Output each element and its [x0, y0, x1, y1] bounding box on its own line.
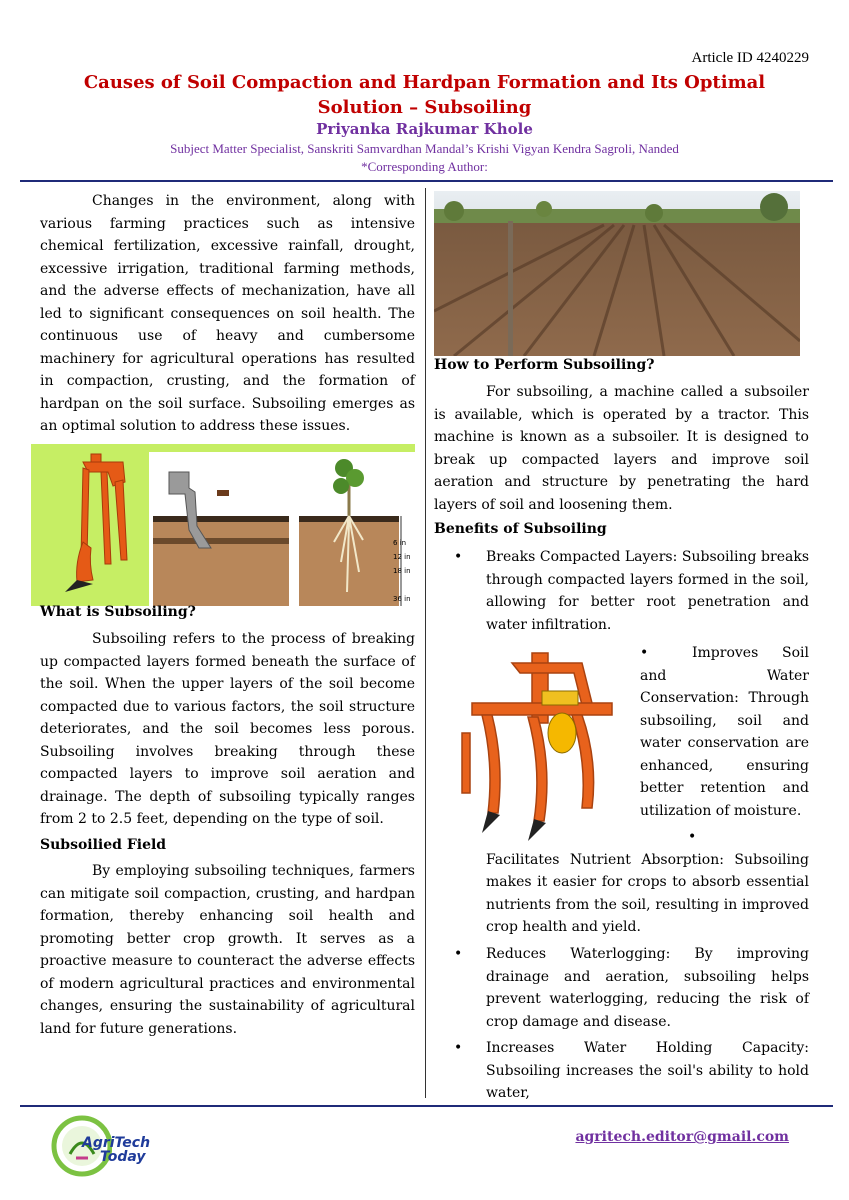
- tree-4: [760, 193, 788, 221]
- soil-block-left: [153, 516, 289, 606]
- pole: [508, 221, 513, 356]
- bullet-dot: •: [454, 1040, 463, 1056]
- bullet-reduces-waterlogging: [434, 943, 809, 1033]
- heading-how-to-perform: How to Perform Subsoiling?: [434, 357, 655, 373]
- footer-rule: [20, 1105, 833, 1107]
- bullet-dot: •: [454, 946, 463, 962]
- how-to-perform-paragraph: For subsoiling, a machine called a subsoiler is available, which is operated by a tractor. This machine is known as a subsoiler. It is designed to break up compacted layers and improve soil aeration and structure by penetrating the hard layers of soil and loosening them.: [434, 384, 809, 513]
- shank-blade-right: [115, 480, 127, 560]
- bullet-text: Breaks Compacted Layers: Subsoiling breaks through compacted layers formed in the soil, allowing for better root penetration and water infiltration.: [486, 549, 809, 633]
- hardpan-left: [153, 538, 289, 544]
- shank-point: [65, 580, 93, 592]
- plant-leaves-3: [333, 478, 349, 494]
- bullet-breaks-compacted: [434, 546, 809, 636]
- depth-label-18: 18 in: [393, 567, 411, 575]
- subsoiled-field-photo: [434, 191, 800, 356]
- header-rule: [20, 180, 833, 182]
- logo-text-today: Today: [100, 1149, 146, 1165]
- machine-tine-1: [482, 715, 500, 813]
- bullet-dot: •: [640, 645, 649, 661]
- shank-blade-middle: [101, 472, 111, 564]
- depth-label-36: 36 in: [393, 595, 411, 603]
- soil-clod: [217, 490, 229, 496]
- tilled-soil: [434, 223, 800, 356]
- subsoiler-shank-image: [53, 452, 148, 602]
- editor-email-link[interactable]: agritech.editor@gmail.com: [575, 1129, 789, 1145]
- column-divider: [425, 188, 426, 1098]
- bullet-water-holding: [434, 1037, 809, 1105]
- intro-paragraph: Changes in the environment, along with various farming practices such as intensive chemical fertilization, excessive rainfall, drought, excessive irrigation, traditional farming methods, and the adverse effects of mechanization, have all led to significant consequences on soil health. The continuous use of heavy and cumbersome machinery for agricultural operations has resulted in compaction, crusting, and the formation of hardpan on the soil surface. Subsoiling emerges as an optimal solution to address these issues.: [40, 193, 415, 434]
- bullet-text: Improves Soil and Water Conservation: Through subsoiling, soil and water conservation are enhanced, ensuring better retention and utilization of moisture.: [640, 645, 809, 819]
- soil-profile-svg: [149, 452, 415, 606]
- bullet-text: Increases Water Holding Capacity: Subsoiling increases the soil's ability to hold water,: [486, 1040, 809, 1101]
- tree-1: [444, 201, 464, 221]
- subsoiler-machine-image: [442, 643, 632, 843]
- what-is-subsoiling-paragraph: Subsoiling refers to the process of breaking up compacted layers formed beneath the surface of the soil. When the upper layers of the soil become compacted due to various factors, the soil structure deteriorates, and the soil becomes less porous. Subsoiling involves breaking through these compacted layers to improve soil aeration and drainage. The depth of subsoiling typically ranges from 2 to 2.5 feet, depending on the type of soil.: [40, 631, 415, 827]
- corresponding-author: *Corresponding Author:: [361, 159, 488, 174]
- bullet-text: Reduces Waterlogging: By improving drainage and aeration, subsoiling helps prevent waterlogging, reducing the risk of crop damage and disease.: [486, 946, 809, 1030]
- machine-hitch-pin: [542, 691, 578, 705]
- author-name: Priyanka Rajkumar Khole: [316, 120, 533, 138]
- subsoiled-field-paragraph: By employing subsoiling techniques, farmers can mitigate soil compaction, crusting, and hardpan formation, thereby enhancing soil health and promoting better crop growth. It serves as a proactive measure to counteract the adverse effects of modern agricultural practices and environmental changes, ensuring the sustainability of agricultural land for future generations.: [40, 863, 415, 1037]
- depth-label-6: 6 in: [393, 539, 407, 547]
- heading-benefits: Benefits of Subsoiling: [434, 521, 607, 537]
- tree-2: [536, 201, 552, 217]
- topsoil-left: [153, 516, 289, 522]
- machine-frame: [462, 653, 612, 821]
- soil-profile-panel: [149, 452, 415, 606]
- shank-top-bracket: [91, 454, 101, 462]
- bullet-improves-soil-water: [640, 642, 809, 822]
- bullet-dot: •: [688, 829, 697, 845]
- affiliation: [0, 140, 849, 176]
- affiliation-text: Subject Matter Specialist, Sanskriti Samvardhan Mandal’s Krishi Vigyan Kendra Sagroli, Nanded: [170, 141, 679, 156]
- heading-subsoiled-field: Subsoilied Field: [40, 837, 167, 853]
- machine-tine-2: [528, 717, 547, 821]
- agritech-logo: [50, 1114, 170, 1178]
- subsoiling-diagram-figure: [31, 444, 415, 606]
- logo-wordmark: [82, 1136, 150, 1164]
- tree-line: [434, 209, 800, 225]
- heading-what-is-subsoiling: What is Subsoiling?: [40, 604, 196, 620]
- shank-main: [77, 542, 93, 582]
- field-photo-svg: [434, 191, 800, 356]
- depth-labels: [393, 536, 411, 606]
- article-title: Causes of Soil Compaction and Hardpan Formation and Its Optimal Solution – Subsoiling: [83, 72, 766, 118]
- logo-text-agritech: AgriTech: [82, 1135, 151, 1151]
- machine-cylinder: [548, 713, 576, 753]
- bullet-nutrient-absorption: [486, 826, 809, 939]
- bullet-text: Facilitates Nutrient Absorption: Subsoiling makes it easier for crops to absorb essential nutrients from the soil, resulting in improved crop health and yield.: [486, 851, 809, 935]
- depth-label-12: 12 in: [393, 553, 411, 561]
- machine-side-post: [462, 733, 470, 793]
- article-id: Article ID 4240229: [691, 50, 809, 66]
- tree-3: [645, 204, 663, 222]
- bullet-dot: •: [454, 549, 463, 565]
